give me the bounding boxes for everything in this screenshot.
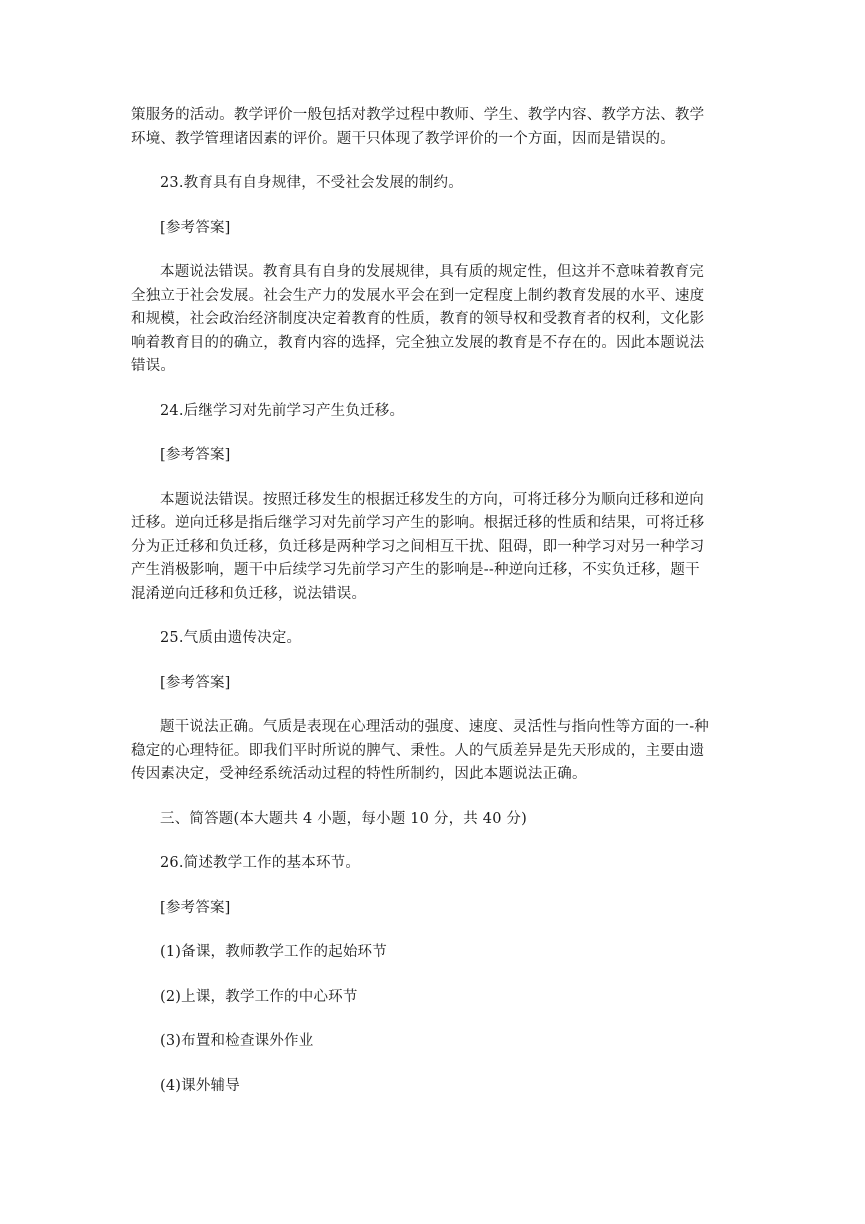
list-item: (3)布置和检查课外作业 xyxy=(160,1033,314,1049)
text-line: 稳定的心理特征。即我们平时所说的脾气、秉性。人的气质差异是先天形成的，主要由遗 xyxy=(131,742,705,759)
text-line: 产生消极影响，题干中后续学习先前学习产生的影响是--种逆向迁移，不实负迁移，题干 xyxy=(131,562,700,578)
answer-label-26: [参考答案] xyxy=(160,899,231,916)
text-line: 全独立于社会发展。社会生产力的发展水平会在到一定程度上制约教育发展的水平、速度 xyxy=(131,287,705,304)
text-line: 响着教育目的的确立，教育内容的选择，完全独立发展的教育是不存在的。因此本题说法 xyxy=(131,334,705,351)
text-line: 分为正迁移和负迁移，负迁移是两种学习之间相互干扰、阻碍，即一种学习对另一种学习 xyxy=(131,538,705,555)
text-line: 题干说法正确。气质是表现在心理活动的强度、速度、灵活性与指向性等方面的一-种 xyxy=(160,719,709,735)
text-line: 环境、教学管理诸因素的评价。题干只体现了教学评价的一个方面，因而是错误的。 xyxy=(131,130,675,147)
question-26: 26.简述教学工作的基本环节。 xyxy=(160,855,361,871)
text-line: 传因素决定，受神经系统活动过程的特性所制约，因此本题说法正确。 xyxy=(131,766,587,782)
answer-label-25: [参考答案] xyxy=(160,674,231,691)
text-line: 本题说法错误。教育具有自身的发展规律，具有质的规定性，但这并不意味着教育完 xyxy=(160,264,704,280)
text-line: 迁移。逆向迁移是指后继学习对先前学习产生的影响。根据迁移的性质和结果，可将迁移 xyxy=(131,515,705,531)
question-23: 23.教育具有自身规律，不受社会发展的制约。 xyxy=(160,175,463,191)
question-25: 25.气质由遗传决定。 xyxy=(160,630,302,646)
question-24: 24.后继学习对先前学习产生负迁移。 xyxy=(160,402,405,419)
text-line: 错误。 xyxy=(131,358,176,374)
paragraph-continuation xyxy=(131,104,735,151)
text-line: 本题说法错误。按照迁移发生的根据迁移发生的方向，可将迁移分为顺向迁移和逆向 xyxy=(160,491,704,508)
document-body xyxy=(131,104,735,1119)
list-item: (1)备课，教师教学工作的起始环节 xyxy=(160,944,387,960)
answer-label-23: [参考答案] xyxy=(160,219,231,236)
list-item: (4)课外辅导 xyxy=(160,1077,240,1094)
answer-23 xyxy=(131,261,735,379)
answer-label-24: [参考答案] xyxy=(160,447,231,463)
answer-25 xyxy=(131,716,735,787)
text-line: 和规模，社会政治经济制度决定着教育的性质，教育的领导权和受教育者的权利，文化影 xyxy=(131,311,705,327)
text-line: 混淆逆向迁移和负迁移，说法错误。 xyxy=(131,585,367,602)
section-heading: 三、简答题(本大题共 4 小题，每小题 10 分，共 40 分) xyxy=(160,810,527,827)
text-line: 策服务的活动。教学评价一般包括对教学过程中教师、学生、教学内容、教学方法、教学 xyxy=(131,107,705,123)
list-item: (2)上课，教学工作的中心环节 xyxy=(160,988,358,1005)
answer-24 xyxy=(131,489,735,607)
